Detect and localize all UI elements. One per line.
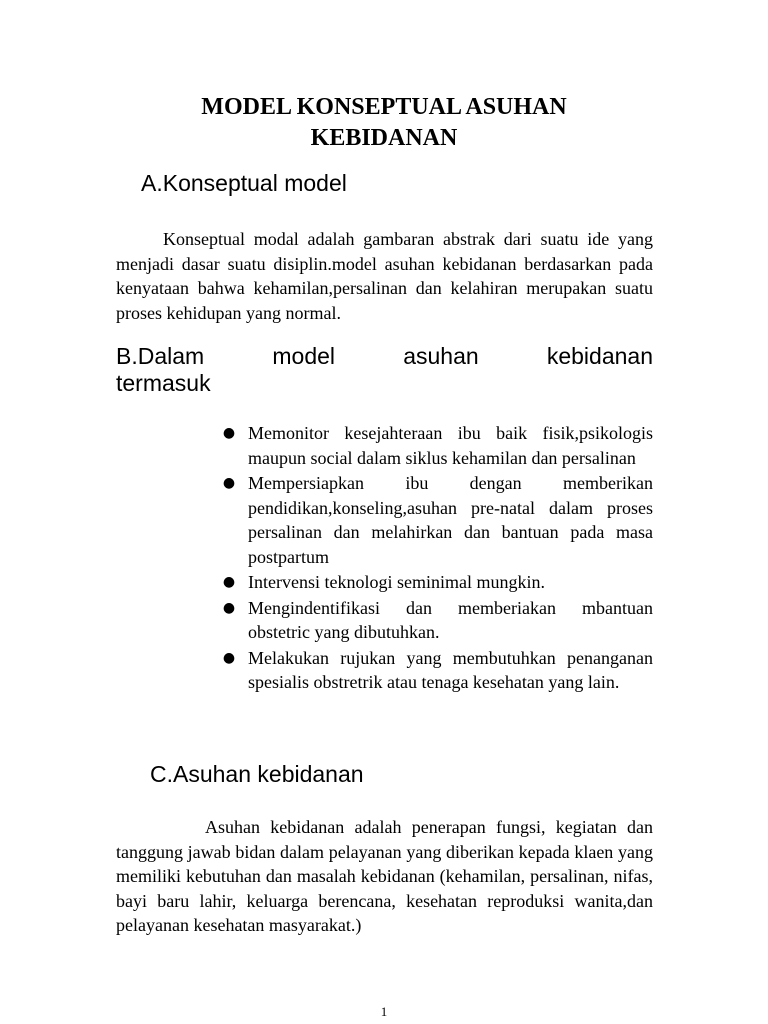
bullet-icon: ●	[222, 475, 236, 491]
bullet-icon: ●	[222, 425, 236, 441]
section-a-heading: A.Konseptual model	[141, 170, 347, 196]
document-title	[0, 92, 768, 154]
section-b-bullet-list	[222, 421, 653, 696]
title-line-2: KEBIDANAN	[310, 125, 458, 151]
section-c-heading: C.Asuhan kebidanan	[150, 761, 364, 787]
section-c-paragraph: Asuhan kebidanan adalah penerapan fungsi, kegiatan dan tanggung jawab bidan dalam pelayanan yang diberikan kepada klaen yang memiliki kebutuhan dan masalah kebidanan (kehamilan, persalinan, nifas, bayi baru lahir, keluarga berencana, kesehatan reproduksi wanita,dan pelayanan kesehatan masyarakat.)	[116, 817, 653, 935]
list-item-text: Memonitor kesejahteraan ibu baik fisik,psikologis maupun social dalam siklus kehamilan dan persalinan	[248, 423, 653, 468]
list-item	[222, 570, 653, 595]
list-item-text: Mengindentifikasi dan memberiakan mbantuan obstetric yang dibutuhkan.	[248, 597, 653, 642]
title-line-1: MODEL KONSEPTUAL ASUHAN	[201, 94, 567, 120]
bullet-icon: ●	[222, 599, 236, 616]
bullet-icon: ●	[222, 649, 236, 666]
list-item-text: Melakukan rujukan yang membutuhkan penanganan spesialis obstretrik atau tenaga kesehatan yang lain.	[248, 647, 653, 692]
list-item	[222, 646, 653, 695]
bullet-icon: ●	[222, 574, 236, 590]
page-number: 1	[380, 1004, 388, 1019]
list-item-text: Intervensi teknologi seminimal mungkin.	[248, 572, 545, 592]
section-b-heading-line-1: B.Dalam model asuhan kebidanan	[116, 343, 653, 369]
list-item	[222, 596, 653, 645]
section-a-paragraph: Konseptual modal adalah gambaran abstrak dari suatu ide yang menjadi dasar suatu disiplin.model asuhan kebidanan berdasarkan pada kenyataan bahwa kehamilan,persalinan dan kelahiran merupakan suatu proses kehidupan yang normal.	[116, 229, 653, 323]
section-b-heading-line-2: termasuk	[116, 370, 211, 396]
list-item-text: Mempersiapkan ibu dengan memberikan pendidikan,konseling,asuhan pre-natal dalam proses persalinan dan melahirkan dan bantuan pada masa postpartum	[248, 473, 653, 567]
list-item	[222, 421, 653, 470]
list-item	[222, 471, 653, 569]
